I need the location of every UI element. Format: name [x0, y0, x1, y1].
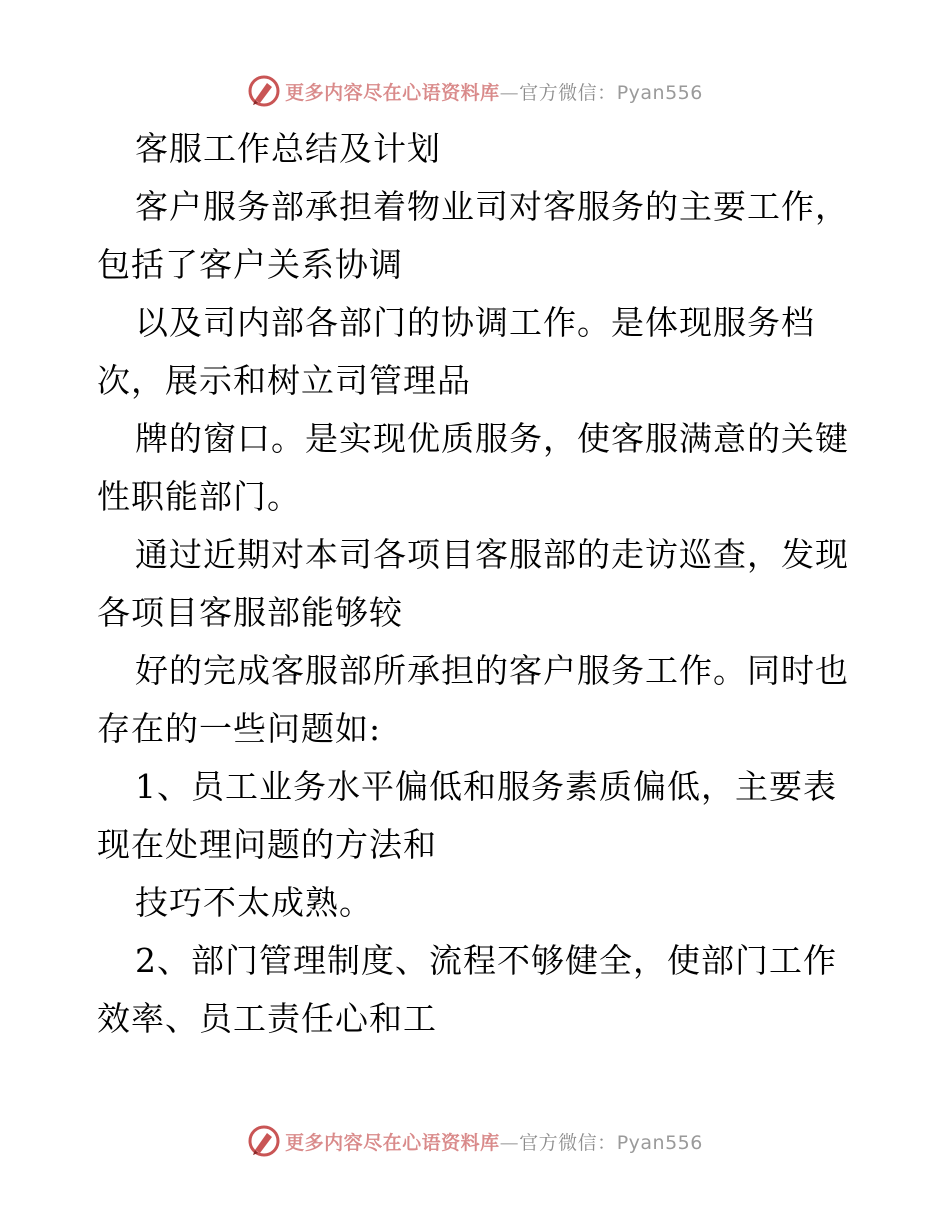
paragraph-line: 客户服务部承担着物业司对客服务的主要工作， — [135, 187, 849, 226]
document-body — [97, 120, 857, 1048]
watermark-id: Pyan556 — [616, 1131, 703, 1154]
paragraph-line: 次，展示和树立司管理品 — [97, 361, 471, 400]
watermark-text: 更多内容尽在心语资料库 — [285, 81, 500, 104]
paragraph-line: 存在的一些问题如: — [97, 709, 382, 748]
paragraph-line: 各项目客服部能够较 — [97, 593, 403, 632]
list-item-line: 效率、员工责任心和工 — [97, 999, 437, 1038]
pen-logo-icon — [247, 74, 281, 108]
watermark-id: Pyan556 — [616, 81, 703, 104]
watermark-line — [285, 1128, 703, 1155]
watermark-separator: — — [499, 81, 520, 104]
watermark-text: 更多内容尽在心语资料库 — [285, 1131, 500, 1154]
watermark-label: 官方微信： — [519, 81, 617, 104]
paragraph-line: 好的完成客服部所承担的客户服务工作。同时也 — [135, 651, 849, 690]
list-item-line: 技巧不太成熟。 — [135, 883, 373, 922]
paragraph-line: 通过近期对本司各项目客服部的走访巡查，发现 — [135, 535, 849, 574]
pen-logo-icon — [247, 1124, 281, 1158]
document-title: 客服工作总结及计划 — [135, 129, 441, 168]
paragraph-line: 牌的窗口。是实现优质服务，使客服满意的关键 — [135, 419, 849, 458]
list-item-line: 2、部门管理制度、流程不够健全，使部门工作 — [135, 941, 837, 980]
paragraph-line: 包括了客户关系协调 — [97, 245, 403, 284]
paragraph-line: 以及司内部各部门的协调工作。是体现服务档 — [135, 303, 815, 342]
list-item-line: 现在处理问题的方法和 — [97, 825, 437, 864]
paragraph-line: 性职能部门。 — [97, 477, 301, 516]
list-item-line: 1、员工业务水平偏低和服务素质偏低，主要表 — [135, 767, 837, 806]
watermark-line — [285, 78, 703, 105]
watermark-separator: — — [499, 1131, 520, 1154]
header-watermark — [0, 71, 950, 111]
watermark-label: 官方微信： — [519, 1131, 617, 1154]
footer-watermark — [0, 1121, 950, 1161]
